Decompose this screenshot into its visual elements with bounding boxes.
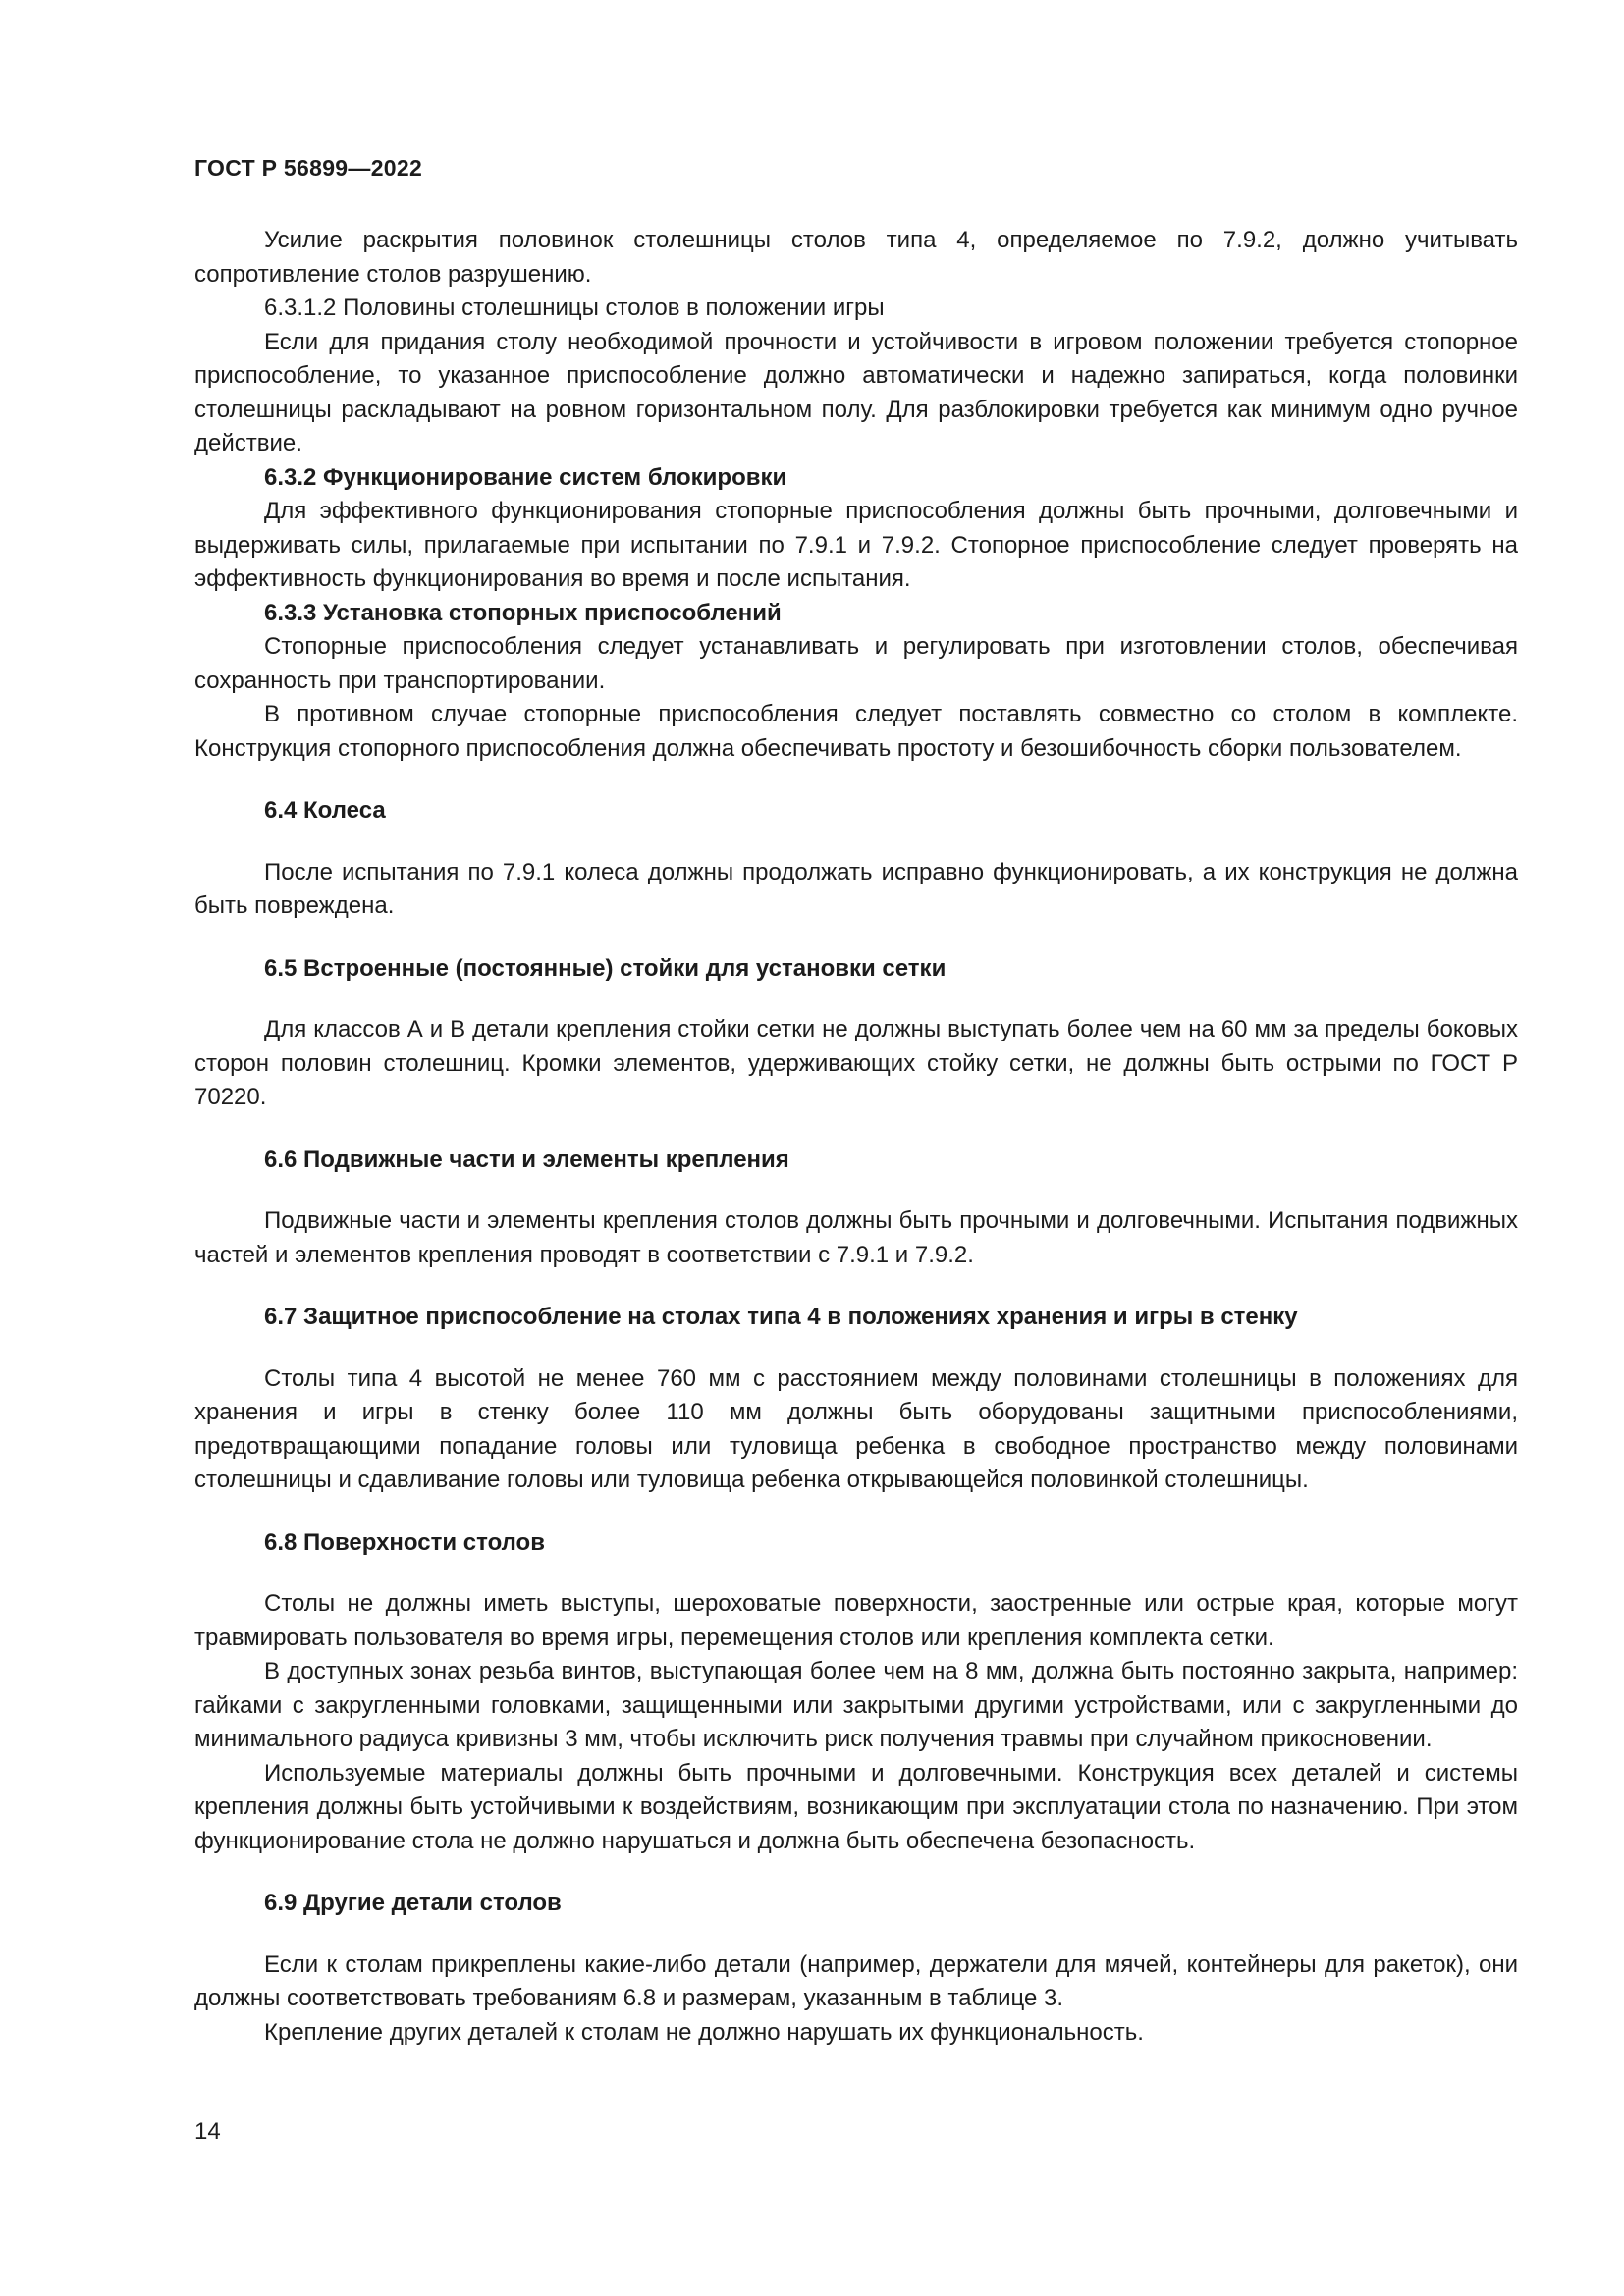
- section-heading-6-6: 6.6 Подвижные части и элементы крепления: [264, 1146, 789, 1173]
- paragraph: Стопорные приспособления следует устанавливать и регулировать при изготовлении столов, обеспечивая сохранность при транспортировании.: [194, 633, 1518, 694]
- paragraph: Подвижные части и элементы крепления столов должны быть прочными и долговечными. Испытания подвижных частей и элементов крепления проводят в соответствии с 7.9.1 и 7.9.2.: [194, 1207, 1518, 1268]
- subclause-title: 6.3.1.2 Половины столешницы столов в положении игры: [264, 294, 885, 321]
- document-header: ГОСТ Р 56899—2022: [194, 155, 423, 181]
- paragraph: Для эффективного функционирования стопорные приспособления должны быть прочными, долговечными и выдерживать силы, прилагаемые при испытании по 7.9.1 и 7.9.2. Стопорное приспособление следует проверять на эффективность функционирования во время и после испытания.: [194, 498, 1518, 592]
- paragraph: Если к столам прикреплены какие-либо детали (например, держатели для мячей, контейнеры для ракеток), они должны соответствовать требованиям 6.8 и размерам, указанным в таблице 3.: [194, 1950, 1518, 2011]
- section-heading-6-5: 6.5 Встроенные (постоянные) стойки для установки сетки: [264, 954, 947, 982]
- section-heading-6-7: 6.7 Защитное приспособление на столах типа 4 в положениях хранения и игры в стенку: [264, 1304, 1298, 1330]
- paragraph: В доступных зонах резьба винтов, выступающая более чем на 8 мм, должна быть постоянно закрыта, например: гайками с закругленными головками, защищенными или закрытыми другими устройствами, или с закругленными до минимального радиуса кривизны 3 мм, чтобы исключить риск получения травмы при случайном прикосновении.: [194, 1658, 1518, 1752]
- paragraph: Используемые материалы должны быть прочными и долговечными. Конструкция всех деталей и системы крепления должны быть устойчивыми к воздействиям, возникающим при эксплуатации стола по назначению. При этом функционирование стола не должно нарушаться и должна быть обеспечена безопасность.: [194, 1759, 1518, 1854]
- paragraph: Для классов А и В детали крепления стойки сетки не должны выступать более чем на 60 мм за пределы боковых сторон половин столешниц. Кромки элементов, удерживающих стойку сетки, не должны быть острыми по ГОСТ Р 70220.: [194, 1016, 1518, 1110]
- section-heading-6-8: 6.8 Поверхности столов: [264, 1528, 545, 1556]
- paragraph: Усилие раскрытия половинок столешницы столов типа 4, определяемое по 7.9.2, должно учитывать сопротивление столов разрушению.: [194, 227, 1518, 288]
- section-heading-6-3-3: 6.3.3 Установка стопорных приспособлений: [264, 599, 782, 626]
- paragraph: Столы типа 4 высотой не менее 760 мм с расстоянием между половинами столешницы в положениях для хранения и игры в стенку более 110 мм должны быть оборудованы защитными приспособлениями, предотвращающими попадание головы или туловища ребенка в свободное пространство между половинами столешницы и сдавливание головы или туловища ребенка открывающейся половинкой столешницы.: [194, 1364, 1518, 1493]
- page-number: 14: [194, 2118, 221, 2145]
- paragraph: Если для придания столу необходимой прочности и устойчивости в игровом положении требуется стопорное приспособление, то указанное приспособление должно автоматически и надежно запираться, когда половинки столешницы раскладывают на ровном горизонтальном полу. Для разблокировки требуется как минимум одно ручное действие.: [194, 328, 1518, 456]
- paragraph: Крепление других деталей к столам не должно нарушать их функциональность.: [264, 2018, 1144, 2046]
- section-heading-6-3-2: 6.3.2 Функционирование систем блокировки: [264, 463, 787, 491]
- document-body: [194, 224, 1518, 2050]
- paragraph: После испытания по 7.9.1 колеса должны продолжать исправно функционировать, а их конструкция не должна быть повреждена.: [194, 858, 1518, 919]
- paragraph: В противном случае стопорные приспособления следует поставлять совместно со столом в комплекте. Конструкция стопорного приспособления должна обеспечивать простоту и безошибочность сборки пользователем.: [194, 701, 1518, 762]
- paragraph: Столы не должны иметь выступы, шероховатые поверхности, заостренные или острые края, которые могут травмировать пользователя во время игры, перемещения столов или крепления комплекта сетки.: [194, 1590, 1518, 1651]
- section-heading-6-9: 6.9 Другие детали столов: [264, 1890, 562, 1916]
- section-heading-6-4: 6.4 Колеса: [264, 797, 386, 824]
